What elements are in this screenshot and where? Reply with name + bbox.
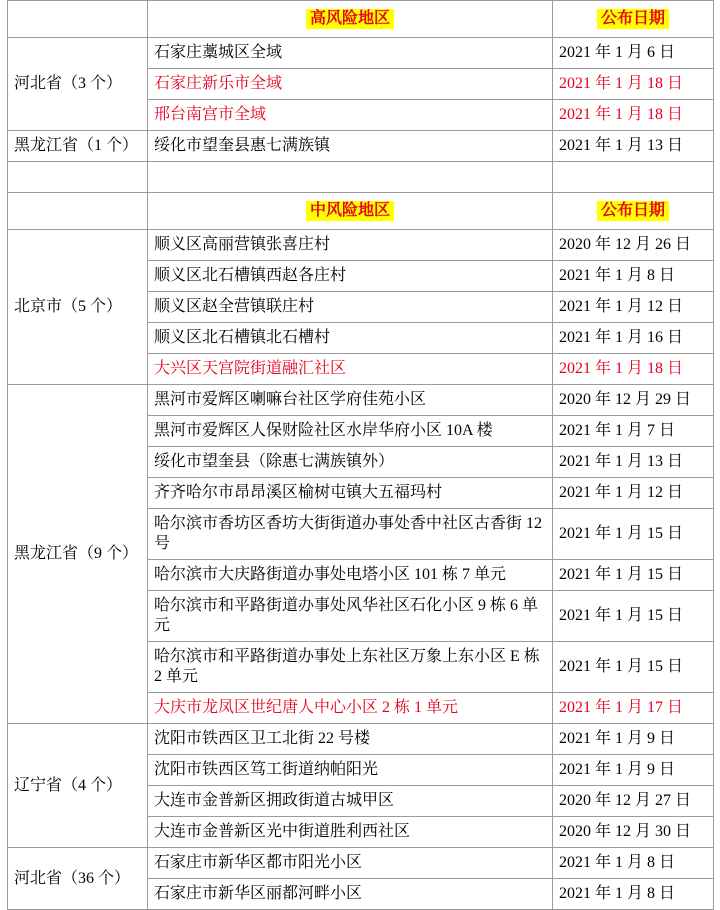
date-cell: 2021 年 1 月 13 日 — [553, 131, 714, 162]
table-row — [8, 131, 714, 162]
province-cell: 河北省（36 个） — [8, 848, 148, 910]
area-cell: 绥化市望奎县惠七满族镇 — [148, 131, 553, 162]
province-cell: 黑龙江省（1 个） — [8, 131, 148, 162]
date-cell: 2020 年 12 月 30 日 — [553, 817, 714, 848]
area-cell: 黑河市爱辉区喇嘛台社区学府佳苑小区 — [148, 385, 553, 416]
area-cell: 顺义区北石槽镇西赵各庄村 — [148, 261, 553, 292]
date-cell: 2021 年 1 月 8 日 — [553, 261, 714, 292]
date-cell: 2021 年 1 月 15 日 — [553, 591, 714, 642]
date-cell: 2021 年 1 月 9 日 — [553, 724, 714, 755]
table-row — [8, 38, 714, 69]
area-cell: 哈尔滨市和平路街道办事处风华社区石化小区 9 栋 6 单元 — [148, 591, 553, 642]
area-cell: 石家庄市新华区都市阳光小区 — [148, 848, 553, 879]
date-cell: 2021 年 1 月 16 日 — [553, 323, 714, 354]
high-risk-date-header: 公布日期 — [553, 1, 714, 38]
table-header-row — [8, 1, 714, 38]
date-cell: 2021 年 1 月 18 日 — [553, 354, 714, 385]
area-cell: 顺义区北石槽镇北石槽村 — [148, 323, 553, 354]
area-cell: 齐齐哈尔市昂昂溪区榆树屯镇大五福玛村 — [148, 478, 553, 509]
date-cell: 2020 年 12 月 26 日 — [553, 230, 714, 261]
area-cell: 沈阳市铁西区卫工北街 22 号楼 — [148, 724, 553, 755]
separator-row — [8, 162, 714, 193]
mid-risk-date-header: 公布日期 — [553, 193, 714, 230]
date-cell: 2021 年 1 月 12 日 — [553, 478, 714, 509]
area-cell: 邢台南宫市全域 — [148, 100, 553, 131]
area-cell: 大连市金普新区光中街道胜利西社区 — [148, 817, 553, 848]
date-cell: 2021 年 1 月 18 日 — [553, 69, 714, 100]
high-risk-header-label: 高风险地区 — [148, 1, 553, 38]
date-cell: 2021 年 1 月 15 日 — [553, 509, 714, 560]
separator-cell — [8, 162, 148, 193]
area-cell: 哈尔滨市香坊区香坊大街街道办事处香中社区古香街 12 号 — [148, 509, 553, 560]
date-cell: 2021 年 1 月 7 日 — [553, 416, 714, 447]
date-cell: 2020 年 12 月 29 日 — [553, 385, 714, 416]
table-header-row — [8, 193, 714, 230]
table-row — [8, 724, 714, 755]
risk-table — [7, 0, 714, 910]
province-cell: 黑龙江省（9 个） — [8, 385, 148, 724]
area-cell: 哈尔滨市大庆路街道办事处电塔小区 101 栋 7 单元 — [148, 560, 553, 591]
area-cell: 顺义区赵全营镇联庄村 — [148, 292, 553, 323]
date-cell: 2021 年 1 月 6 日 — [553, 38, 714, 69]
area-cell: 绥化市望奎县（除惠七满族镇外） — [148, 447, 553, 478]
header-empty-cell — [8, 193, 148, 230]
separator-cell — [553, 162, 714, 193]
area-cell: 沈阳市铁西区笃工街道纳帕阳光 — [148, 755, 553, 786]
date-cell: 2021 年 1 月 12 日 — [553, 292, 714, 323]
separator-cell — [148, 162, 553, 193]
area-cell: 石家庄市新华区丽都河畔小区 — [148, 879, 553, 910]
date-cell: 2021 年 1 月 8 日 — [553, 848, 714, 879]
area-cell: 大连市金普新区拥政街道古城甲区 — [148, 786, 553, 817]
province-cell: 河北省（3 个） — [8, 38, 148, 131]
mid-risk-header-label: 中风险地区 — [148, 193, 553, 230]
table-row — [8, 230, 714, 261]
date-cell: 2021 年 1 月 13 日 — [553, 447, 714, 478]
header-empty-cell — [8, 1, 148, 38]
date-cell: 2021 年 1 月 8 日 — [553, 879, 714, 910]
area-cell: 石家庄藁城区全域 — [148, 38, 553, 69]
area-cell: 大庆市龙凤区世纪唐人中心小区 2 栋 1 单元 — [148, 693, 553, 724]
province-cell: 北京市（5 个） — [8, 230, 148, 385]
table-row — [8, 848, 714, 879]
area-cell: 顺义区高丽营镇张喜庄村 — [148, 230, 553, 261]
date-cell: 2021 年 1 月 18 日 — [553, 100, 714, 131]
table-row — [8, 385, 714, 416]
area-cell: 哈尔滨市和平路街道办事处上东社区万象上东小区 E 栋 2 单元 — [148, 642, 553, 693]
date-cell: 2021 年 1 月 9 日 — [553, 755, 714, 786]
date-cell: 2021 年 1 月 15 日 — [553, 560, 714, 591]
area-cell: 石家庄新乐市全域 — [148, 69, 553, 100]
date-cell: 2021 年 1 月 17 日 — [553, 693, 714, 724]
date-cell: 2021 年 1 月 15 日 — [553, 642, 714, 693]
area-cell: 黑河市爱辉区人保财险社区水岸华府小区 10A 楼 — [148, 416, 553, 447]
area-cell: 大兴区天宫院街道融汇社区 — [148, 354, 553, 385]
date-cell: 2020 年 12 月 27 日 — [553, 786, 714, 817]
province-cell: 辽宁省（4 个） — [8, 724, 148, 848]
